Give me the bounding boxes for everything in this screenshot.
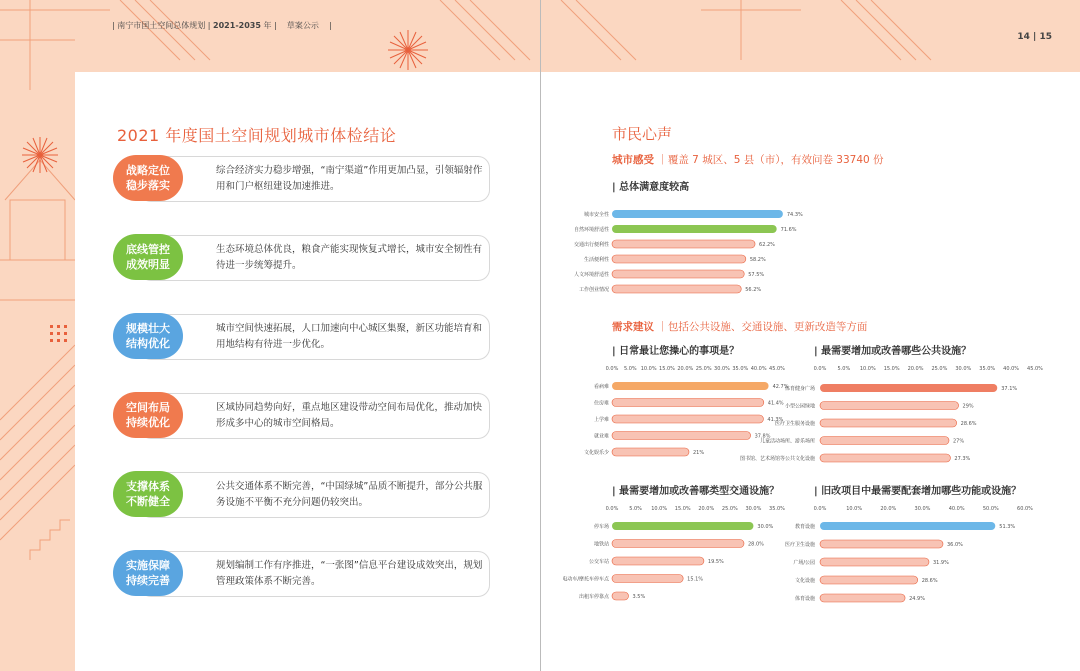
bar-category-label: 儿童活动场所、游乐场所 — [759, 438, 815, 445]
bar-category-label: 体育设施 — [794, 596, 815, 602]
conclusion-badge: 实施保障 持续完善 — [113, 550, 183, 596]
bar-value-label: 37.1% — [1001, 386, 1018, 392]
bar-value-label: 56.2% — [745, 287, 762, 293]
conclusion-badge: 支撑体系 不断健全 — [113, 471, 183, 517]
axis-tick-label: 0.0% — [605, 366, 619, 372]
axis-tick-label: 40.0% — [948, 506, 965, 512]
doc-status: 草案公示 — [286, 21, 319, 30]
conclusion-text: 生态环境总体优良，粮食产能实现恢复式增长，城市安全韧性有待进一步统筹提升。 — [216, 244, 483, 271]
bar-category-label: 电动车/摩托车停车点 — [562, 576, 609, 583]
needs-label: 需求建议 — [612, 321, 654, 333]
axis-tick-label: 30.0% — [955, 366, 972, 372]
axis-tick-label: 15.0% — [883, 366, 900, 372]
axis-tick-label: 10.0% — [846, 506, 863, 512]
axis-tick-label: 35.0% — [732, 366, 749, 372]
axis-tick-label: 25.0% — [931, 366, 948, 372]
bar-category-label: 停车场 — [593, 524, 609, 530]
bar-category-label: 交通出行便利性 — [573, 242, 609, 248]
needs-text: 包括公共设施、交通设施、更新改造等方面 — [667, 321, 868, 333]
axis-tick-label: 45.0% — [1027, 366, 1043, 372]
bar-value-label: 51.3% — [999, 524, 1016, 530]
axis-tick-label: 25.0% — [695, 366, 712, 372]
chart-title-worries: | 日常最让您操心的事项是？ — [612, 346, 740, 357]
bar-category-label: 广场/公园 — [793, 560, 815, 566]
bar-category-label: 医疗卫生服务设施 — [774, 421, 815, 427]
axis-tick-label: 10.0% — [640, 366, 657, 372]
axis-tick-label: 5.0% — [629, 506, 642, 512]
bar-category-label: 文化娱乐少 — [583, 450, 609, 456]
right-page — [541, 0, 1080, 671]
axis-tick-label: 20.0% — [907, 366, 924, 372]
bar-category-label: 图书馆、艺术场馆等公共文化设施 — [739, 456, 815, 462]
axis-tick-label: 0.0% — [813, 506, 827, 512]
bar-category-label: 文化设施 — [794, 578, 815, 584]
bar-category-label: 生活便利性 — [583, 257, 609, 263]
conclusion-text: 区域协同趋势向好，重点地区建设带动空间布局优化，推动加快形成多中心的城市空间格局。 — [216, 402, 483, 429]
bar-value-label: 29% — [962, 403, 974, 410]
bar-value-label: 30.0% — [757, 524, 774, 530]
conclusion-item — [113, 393, 489, 439]
chart-title-public-facilities: | 最需要增加或改善哪些公共设施？ — [814, 346, 972, 357]
bar-value-label: 58.2% — [749, 257, 766, 263]
bar-value-label: 28.0% — [748, 541, 764, 548]
bar-value-label: 71.6% — [780, 227, 797, 233]
conclusion-item — [113, 156, 489, 202]
bar-category-label: 上学难 — [593, 417, 609, 423]
bar-value-label: 28.6% — [921, 578, 938, 584]
conclusion-text: 综合经济实力稳步增强，“南宁渠道”作用更加凸显，引领辐射作用和门户枢纽建设加速推进。 — [216, 165, 483, 192]
bar-value-label: 28.6% — [960, 421, 977, 427]
bar-category-label: 城市安全性 — [583, 212, 609, 218]
doc-years: 2021-2035 — [213, 21, 261, 30]
conclusion-item — [113, 551, 489, 597]
bar-value-label: 42.7% — [772, 384, 789, 390]
right-band-pattern — [541, 0, 1080, 72]
conclusion-badge: 战略定位 稳步落实 — [113, 155, 183, 201]
conclusion-item — [113, 472, 489, 518]
bar-category-label: 自然环境舒适性 — [573, 227, 609, 233]
conclusion-badge: 空间布局 持续优化 — [113, 392, 183, 438]
bar-category-label: 人文环境舒适性 — [573, 272, 609, 278]
doc-year-suffix: 年 — [263, 21, 272, 30]
axis-tick-label: 5.0% — [837, 366, 851, 372]
bar-category-label: 医疗卫生设施 — [784, 542, 815, 548]
axis-tick-label: 10.0% — [651, 506, 668, 512]
bar-category-label: 地铁站 — [593, 541, 609, 548]
axis-tick-label: 25.0% — [721, 506, 738, 512]
axis-tick-label: 50.0% — [982, 506, 999, 512]
bar-value-label: 27% — [953, 438, 965, 445]
axis-tick-label: 30.0% — [914, 506, 931, 512]
bar-category-label: 看病难 — [593, 384, 609, 390]
bar-value-label: 41.3% — [767, 417, 784, 423]
bar-value-label: 21% — [693, 450, 705, 456]
axis-tick-label: 40.0% — [1003, 366, 1020, 372]
conclusion-text: 城市空间快速拓展，人口加速向中心城区集聚，新区功能培育和用地结构有待进一步优化。 — [216, 323, 483, 350]
city-feel-heading: 城市感受 ｜覆盖 7 城区、5 县（市），有效问卷 33740 份 — [612, 154, 884, 166]
axis-tick-label: 20.0% — [880, 506, 897, 512]
city-feel-label: 城市感受 — [612, 154, 654, 166]
bar-category-label: 教育设施 — [794, 524, 815, 530]
bar-value-label: 3.5% — [632, 594, 646, 600]
axis-tick-label: 0.0% — [813, 366, 827, 372]
city-feel-text: 覆盖 7 城区、5 县（市），有效问卷 33740 份 — [667, 154, 884, 166]
conclusion-item — [113, 235, 489, 281]
running-header: | 南宁市国土空间总体规划 | 2021-2035 年 | 草案公示 | — [112, 21, 332, 30]
axis-tick-label: 60.0% — [1017, 506, 1033, 512]
bar-value-label: 36.0% — [947, 542, 963, 548]
page-numbers: 14 | 15 — [1017, 32, 1052, 42]
bar-value-label: 19.5% — [707, 559, 724, 565]
axis-tick-label: 40.0% — [750, 366, 767, 372]
chart-title-renewal: | 旧改项目中最需要配套增加哪些功能或设施？ — [814, 486, 1022, 497]
bar-category-label: 公交车站 — [588, 559, 609, 565]
axis-tick-label: 45.0% — [769, 366, 785, 372]
bar-value-label: 74.3% — [786, 212, 803, 218]
bar-value-label: 31.9% — [932, 560, 949, 566]
axis-tick-label: 30.0% — [714, 366, 730, 372]
axis-tick-label: 15.0% — [674, 506, 691, 512]
conclusion-item — [113, 314, 489, 360]
conclusion-text: 规划编制工作有序推进，“一张图”信息平台建设成效突出，规划管理政策体系不断完善。 — [216, 560, 483, 587]
needs-heading: 需求建议 ｜包括公共设施、交通设施、更新改造等方面 — [612, 321, 868, 333]
axis-tick-label: 35.0% — [769, 506, 785, 512]
bar-category-label: 体育健身广场 — [784, 386, 815, 392]
conclusion-badge: 底线管控 成效明显 — [113, 234, 183, 280]
left-page-title: 2021 年度国土空间规划城市体检结论 — [117, 126, 397, 145]
bar-category-label: 出租车停靠点 — [578, 594, 609, 600]
bar-value-label: 62.2% — [759, 242, 775, 248]
axis-tick-label: 15.0% — [659, 366, 675, 372]
axis-tick-label: 35.0% — [979, 366, 996, 372]
bar-category-label: 小型公园绿地 — [784, 403, 815, 410]
bar-category-label: 工作创业情况 — [578, 287, 609, 293]
conclusion-badge: 规模壮大 结构优化 — [113, 313, 183, 359]
bar-value-label: 15.1% — [687, 576, 704, 583]
axis-tick-label: 20.0% — [698, 506, 715, 512]
conclusion-text: 公共交通体系不断完善，“中国绿城”品质不断提升，部分公共服务设施不平衡不充分问题仍较突出。 — [216, 481, 483, 508]
doc-title: 南宁市国土空间总体规划 — [117, 21, 206, 30]
bar-value-label: 41.4% — [767, 400, 784, 407]
bar-value-label: 24.9% — [909, 596, 925, 602]
chart-title-transport: | 最需要增加或改善哪类型交通设施？ — [612, 486, 780, 497]
axis-tick-label: 0.0% — [605, 506, 619, 512]
axis-tick-label: 30.0% — [745, 506, 762, 512]
bar-value-label: 57.5% — [748, 272, 765, 278]
bar-category-label: 就业难 — [593, 433, 609, 440]
axis-tick-label: 20.0% — [677, 366, 694, 372]
axis-tick-label: 10.0% — [859, 366, 876, 372]
right-page-title: 市民心声 — [612, 125, 673, 143]
bar-category-label: 住房难 — [593, 400, 609, 407]
bar-value-label: 27.3% — [954, 456, 971, 462]
chart-title-satisfaction: | 总体满意度较高 — [612, 182, 690, 193]
bar-value-label: 37.8% — [754, 433, 771, 440]
axis-tick-label: 5.0% — [623, 366, 637, 372]
